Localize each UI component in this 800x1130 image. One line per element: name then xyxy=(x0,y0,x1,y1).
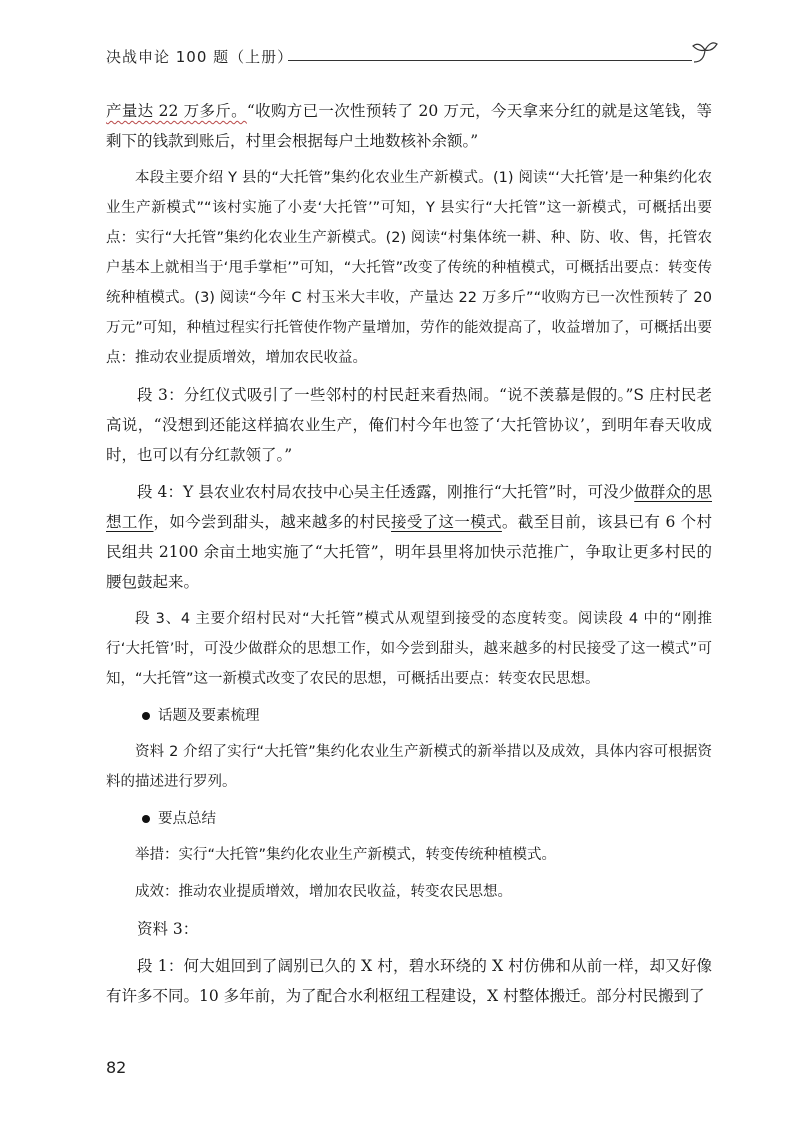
material-paragraph-4 xyxy=(106,477,712,597)
underlined-text: 做群众的思想工作 xyxy=(106,483,712,531)
header-rule xyxy=(288,60,692,61)
bullet-heading xyxy=(106,701,712,731)
bullet-label: 话题及要素梳理 xyxy=(158,708,260,724)
page-number: 82 xyxy=(106,1058,127,1077)
paragraph-continuation xyxy=(106,96,712,156)
paragraph-text: 。截至目前，该县已有 6 个村民组共 2100 余亩土地实施了“大托管”，明年县里将加快示范推广，争取让更多村民的腰包鼓起来。 xyxy=(106,513,712,591)
paragraph-text: 段 4：Y 县农业农村局农技中心吴主任透露，刚推行“大托管”时，可没少 xyxy=(137,483,635,501)
measures-line: 举措：实行“大托管”集约化农业生产新模式，转变传统种植模式。 xyxy=(135,847,557,863)
analysis-paragraph-2: 段 3、4 主要介绍村民对“大托管”模式从观望到接受的态度转变。阅读段 4 中的“刚推行‘大托管’时，可没少做群众的思想工作，如今尝到甜头，越来越多的村民接受了这一模式”可知，“大托管”这一新模式改变了农民的思想，可概括出要点：转变农民思想。 xyxy=(106,611,712,687)
results-line: 成效：推动农业提质增效，增加农民收益，转变农民思想。 xyxy=(135,884,512,900)
paragraph-text: ，如今尝到甜头，越来越多的村民 xyxy=(153,513,392,531)
page-body xyxy=(106,96,712,1018)
bullet-icon xyxy=(142,712,150,720)
material-paragraph-3: 段 3：分红仪式吸引了一些邻村的村民赶来看热闹。“说不羡慕是假的。”S 庄村民老高说，“没想到还能这样搞农业生产，俺们村今年也签了‘大托管协议’，到明年春天收成时，也可以有分红款领了。” xyxy=(106,386,712,464)
bullet-label: 要点总结 xyxy=(158,811,216,827)
quote-text: “收购方已一次性预转了 20 万元，今天拿来分红的就是这笔钱，等剩下的钱款到账后，村里会根据每户土地数核补余额。” xyxy=(106,102,712,150)
analysis-paragraph-1: 本段主要介绍 Y 县的“大托管”集约化农业生产新模式。(1) 阅读“‘大托管’是一种集约化农业生产新模式”“该村实施了小麦‘大托管’”可知，Y 县实行“大托管”这一新模式，可概括出要点：实行“大托管”集约化农业生产新模式。(2) 阅读“村集体统一耕、种、防、收、售，托管农户基本上就相当于‘甩手掌柜’”可知，“大托管”改变了传统的种植模式，可概括出要点：转变传统种植模式。(3) 阅读“今年 C 村玉米大丰收，产量达 22 万多斤”“收购方已一次性预转了 20 万元”可知，种植过程实行托管使作物产量增加，劳作的能效提高了，收益增加了，可概括出要点：推动农业提质增效，增加农民收益。 xyxy=(106,170,712,366)
bullet-heading xyxy=(106,804,712,834)
summary-paragraph: 资料 2 介绍了实行“大托管”集约化农业生产新模式的新举措以及成效，具体内容可根据资料的描述进行罗列。 xyxy=(106,744,712,790)
book-title: 决战申论 100 题（上册） xyxy=(106,48,294,66)
material-heading: 资料 3： xyxy=(137,920,199,938)
wavy-underlined-text: 产量达 22 万多斤。 xyxy=(106,102,247,120)
underlined-text: 接受了这一模式 xyxy=(391,513,502,531)
sprout-icon xyxy=(690,38,720,68)
page-header xyxy=(106,38,716,78)
material-paragraph-1: 段 1：何大姐回到了阔别已久的 X 村，碧水环绕的 X 村仿佛和从前一样，却又好像有许多不同。10 多年前，为了配合水利枢纽工程建设，X 村整体搬迁。部分村民搬到了 xyxy=(106,957,712,1005)
bullet-icon xyxy=(142,815,150,823)
